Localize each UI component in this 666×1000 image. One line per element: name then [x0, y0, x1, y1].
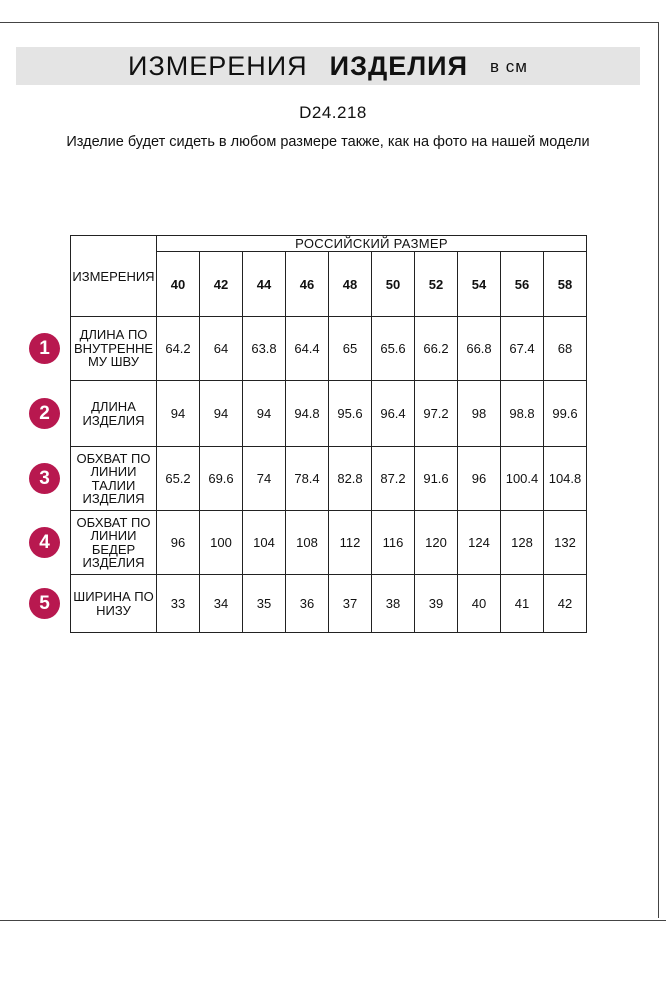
fit-note: Изделие будет сидеть в любом размере также, как на фото на нашей модели	[66, 134, 590, 150]
value-cell: 100.4	[501, 447, 544, 511]
table-body	[71, 317, 587, 633]
table-row	[71, 447, 587, 511]
value-cell: 63.8	[243, 317, 286, 381]
size-header-40: 40	[157, 252, 200, 317]
size-header-50: 50	[372, 252, 415, 317]
title-garment: ИЗДЕЛИЯ	[329, 50, 468, 81]
value-cell: 94	[157, 381, 200, 447]
value-cell: 108	[286, 511, 329, 575]
value-cell: 66.8	[458, 317, 501, 381]
value-cell: 36	[286, 575, 329, 633]
title-measurements: ИЗМЕРЕНИЯ	[128, 50, 308, 81]
value-cell: 65	[329, 317, 372, 381]
table-row	[71, 317, 587, 381]
size-table	[70, 235, 587, 633]
size-header-46: 46	[286, 252, 329, 317]
title-bar	[16, 47, 640, 85]
row-number-marker: 3	[29, 463, 60, 494]
value-cell: 112	[329, 511, 372, 575]
article-number: D24.218	[299, 103, 367, 122]
value-cell: 38	[372, 575, 415, 633]
size-header-52: 52	[415, 252, 458, 317]
value-cell: 78.4	[286, 447, 329, 511]
value-cell: 39	[415, 575, 458, 633]
value-cell: 96.4	[372, 381, 415, 447]
value-cell: 132	[544, 511, 587, 575]
value-cell: 91.6	[415, 447, 458, 511]
value-cell: 65.6	[372, 317, 415, 381]
table-row	[71, 511, 587, 575]
value-cell: 64	[200, 317, 243, 381]
value-cell: 42	[544, 575, 587, 633]
value-cell: 69.6	[200, 447, 243, 511]
value-cell: 96	[157, 511, 200, 575]
value-cell: 94	[200, 381, 243, 447]
value-cell: 74	[243, 447, 286, 511]
row-number-marker: 1	[29, 333, 60, 364]
value-cell: 65.2	[157, 447, 200, 511]
row-label: ДЛИНА ПО ВНУТРЕННЕ МУ ШВУ	[71, 317, 157, 381]
size-header-42: 42	[200, 252, 243, 317]
value-cell: 98.8	[501, 381, 544, 447]
value-cell: 64.4	[286, 317, 329, 381]
table-row	[71, 575, 587, 633]
value-cell: 37	[329, 575, 372, 633]
value-cell: 104.8	[544, 447, 587, 511]
size-header-54: 54	[458, 252, 501, 317]
row-number-marker: 2	[29, 398, 60, 429]
value-cell: 34	[200, 575, 243, 633]
table-header-row-top	[71, 236, 587, 252]
value-cell: 82.8	[329, 447, 372, 511]
measurement-column-header: ИЗМЕРЕНИЯ	[71, 236, 157, 317]
value-cell: 100	[200, 511, 243, 575]
row-label: ОБХВАТ ПО ЛИНИИ БЕДЕР ИЗДЕЛИЯ	[71, 511, 157, 575]
row-number-marker: 5	[29, 588, 60, 619]
value-cell: 94.8	[286, 381, 329, 447]
size-header-56: 56	[501, 252, 544, 317]
value-cell: 67.4	[501, 317, 544, 381]
value-cell: 35	[243, 575, 286, 633]
size-group-header: РОССИЙСКИЙ РАЗМЕР	[157, 236, 587, 252]
size-header-44: 44	[243, 252, 286, 317]
row-label: ОБХВАТ ПО ЛИНИИ ТАЛИИ ИЗДЕЛИЯ	[71, 447, 157, 511]
value-cell: 40	[458, 575, 501, 633]
value-cell: 124	[458, 511, 501, 575]
row-number-marker: 4	[29, 527, 60, 558]
row-label: ДЛИНА ИЗДЕЛИЯ	[71, 381, 157, 447]
size-header-58: 58	[544, 252, 587, 317]
value-cell: 41	[501, 575, 544, 633]
value-cell: 99.6	[544, 381, 587, 447]
value-cell: 33	[157, 575, 200, 633]
value-cell: 128	[501, 511, 544, 575]
value-cell: 94	[243, 381, 286, 447]
value-cell: 104	[243, 511, 286, 575]
row-label: ШИРИНА ПО НИЗУ	[71, 575, 157, 633]
value-cell: 87.2	[372, 447, 415, 511]
size-header-48: 48	[329, 252, 372, 317]
value-cell: 97.2	[415, 381, 458, 447]
value-cell: 95.6	[329, 381, 372, 447]
title-unit: в см	[490, 57, 528, 76]
value-cell: 64.2	[157, 317, 200, 381]
value-cell: 98	[458, 381, 501, 447]
value-cell: 96	[458, 447, 501, 511]
value-cell: 66.2	[415, 317, 458, 381]
table-row	[71, 381, 587, 447]
value-cell: 116	[372, 511, 415, 575]
value-cell: 120	[415, 511, 458, 575]
value-cell: 68	[544, 317, 587, 381]
bottom-divider	[0, 920, 666, 921]
